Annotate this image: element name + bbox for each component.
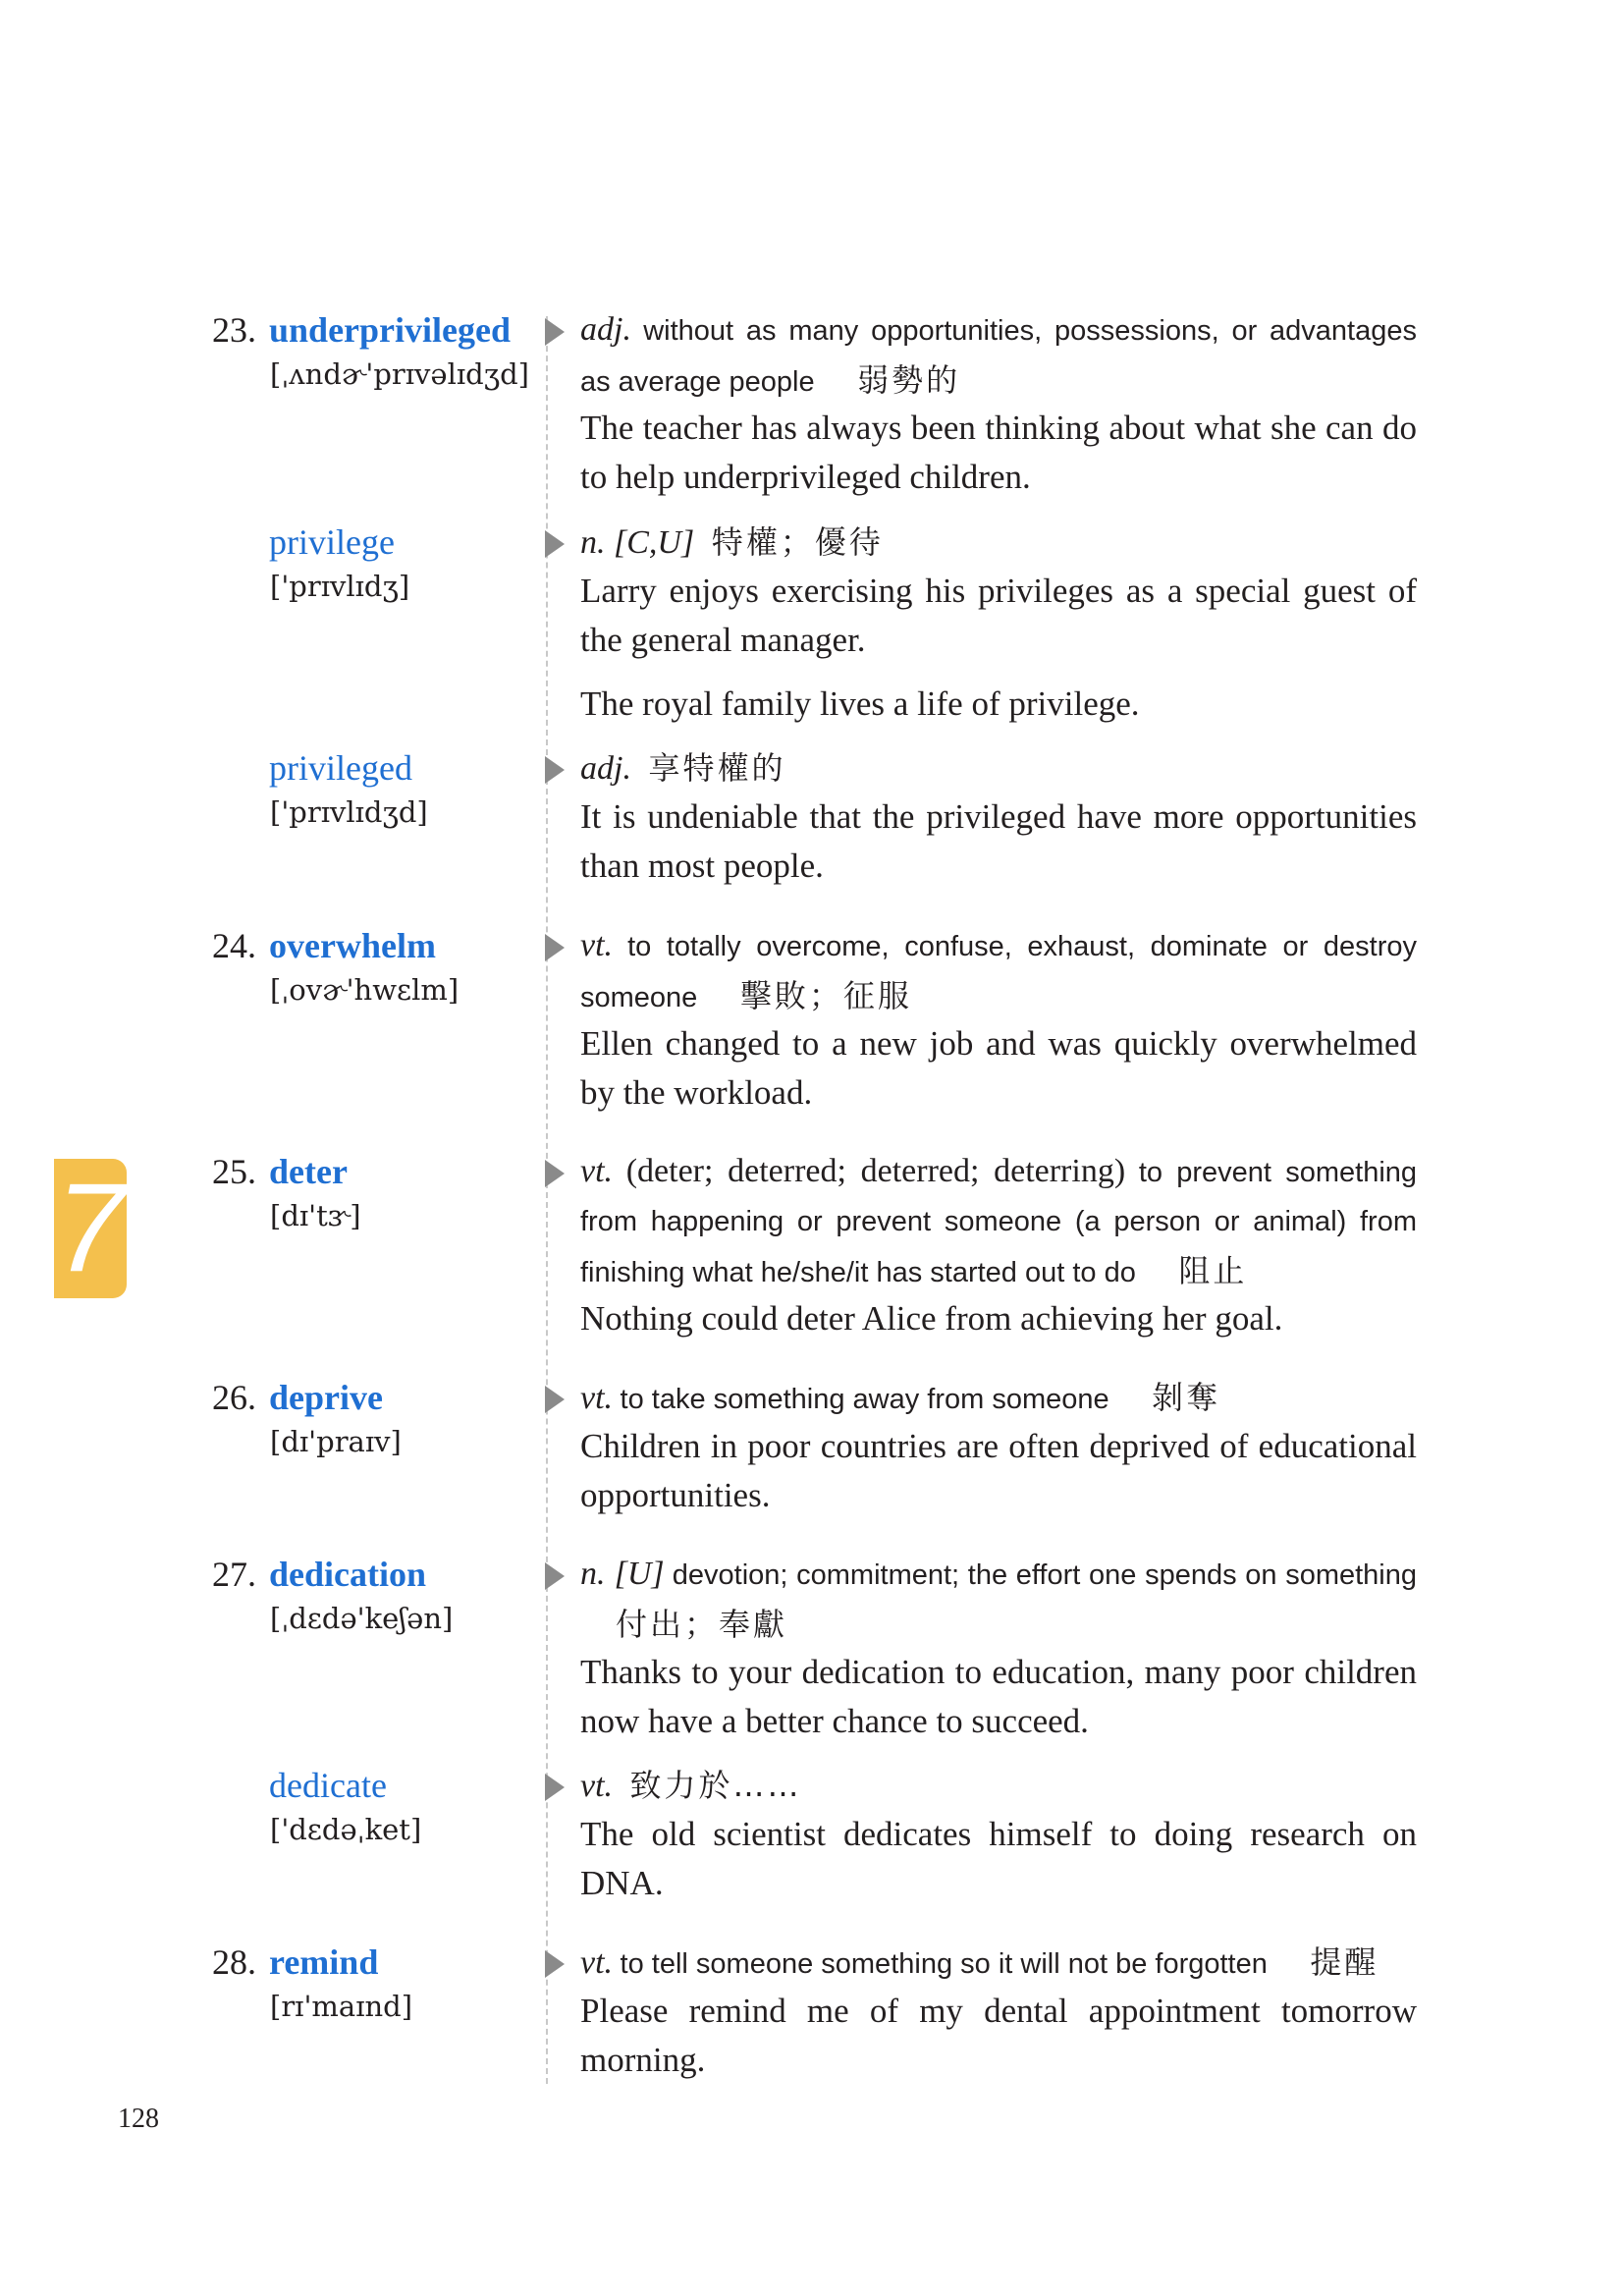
verb-forms: (deter; deterred; deterred; deterring)	[625, 1153, 1126, 1189]
chapter-number: 7	[55, 1158, 126, 1298]
example-sentence: Larry enjoys exercising his privileges as a special guest of the general manager.	[580, 572, 1417, 659]
headword: deprive	[269, 1378, 383, 1417]
page-number: 128	[118, 2104, 159, 2134]
definition-english: to tell someone something so it will not be forgotten	[620, 1948, 1268, 1980]
headword: dedication	[269, 1555, 427, 1594]
definition-chinese: 擊敗；征服	[739, 977, 912, 1014]
triangle-arrow-icon	[545, 756, 565, 784]
chapter-tab	[54, 1159, 127, 1298]
triangle-arrow-icon	[545, 1160, 565, 1187]
definition-english: to take something away from someone	[620, 1384, 1109, 1415]
example-sentence: Please remind me of my dental appointment tomorrow morning.	[580, 1992, 1417, 2079]
part-of-speech: n. [U]	[580, 1556, 665, 1592]
pronunciation: ['prɪvlɪdʒ]	[270, 570, 410, 603]
part-of-speech: vt.	[580, 1944, 614, 1981]
example-sentence: Nothing could deter Alice from achieving her goal.	[580, 1299, 1283, 1338]
pronunciation: [rɪ'maɪnd]	[270, 1990, 413, 2023]
headword: deter	[269, 1152, 348, 1191]
part-of-speech: adj.	[580, 750, 631, 787]
definition	[580, 1147, 1417, 1297]
definition-chinese: 弱勢的	[857, 361, 961, 399]
part-of-speech: vt.	[580, 1768, 614, 1804]
triangle-arrow-icon	[545, 530, 565, 558]
triangle-arrow-icon	[545, 1950, 565, 1978]
part-of-speech: vt.	[580, 1380, 614, 1416]
pronunciation: ['dɛdəˌket]	[270, 1813, 422, 1846]
pronunciation: ['prɪvlɪdʒd]	[270, 795, 428, 829]
definition	[580, 1373, 1417, 1424]
definition	[580, 921, 1417, 1022]
definition-chinese: 特權；優待	[711, 523, 884, 561]
example-sentence: It is undeniable that the privileged have more opportunities than most people.	[580, 797, 1417, 885]
pronunciation: [ˌdɛdə'keʃən]	[270, 1602, 454, 1635]
pronunciation: [dɪ'tɝ]	[270, 1199, 361, 1232]
example-sentence: Ellen changed to a new job and was quickly overwhelmed by the workload.	[580, 1024, 1417, 1112]
definition	[580, 305, 1417, 407]
pronunciation: [dɪ'praɪv]	[270, 1425, 402, 1458]
definition-chinese: 享特權的	[648, 749, 786, 787]
entry-number: 25.	[212, 1152, 256, 1191]
pronunciation: [ˌʌndɚ'prɪvəlɪdʒd]	[270, 357, 529, 391]
headword: underprivileged	[269, 310, 512, 350]
part-of-speech: n. [C,U]	[580, 524, 695, 561]
headword: overwhelm	[269, 926, 436, 965]
example-sentence: Children in poor countries are often deprived of educational opportunities.	[580, 1427, 1417, 1514]
example-sentence: Thanks to your dedication to education, many poor children now have a better chance to succeed.	[580, 1653, 1417, 1740]
column-divider	[546, 316, 548, 2084]
triangle-arrow-icon	[545, 1386, 565, 1413]
entry-number: 23.	[212, 310, 256, 350]
definition-english: to totally overcome, confuse, exhaust, dominate or destroy someone	[580, 931, 1418, 1013]
part-of-speech: adj.	[580, 311, 631, 348]
definition-chinese: 付出；奉獻	[616, 1606, 788, 1643]
triangle-arrow-icon	[545, 1774, 565, 1801]
entry-number: 27.	[212, 1555, 256, 1594]
entry-number: 28.	[212, 1942, 256, 1982]
definition	[580, 1761, 1417, 1812]
headword: privilege	[269, 522, 395, 562]
part-of-speech: vt.	[580, 1153, 614, 1189]
triangle-arrow-icon	[545, 318, 565, 346]
definition-chinese: 提醒	[1310, 1943, 1379, 1981]
definition	[580, 1938, 1417, 1989]
definition-chinese: 阻止	[1178, 1252, 1248, 1289]
definition	[580, 1550, 1417, 1651]
pronunciation: [ˌovɚ'hwɛlm]	[270, 973, 460, 1007]
triangle-arrow-icon	[545, 934, 565, 961]
example-sentence: The teacher has always been thinking about what she can do to help underprivileged children.	[580, 409, 1417, 496]
entry-number: 26.	[212, 1378, 256, 1417]
definition-english: devotion; commitment; the effort one spends on something	[672, 1559, 1417, 1591]
part-of-speech: vt.	[580, 927, 614, 963]
definition-english: without as many opportunities, possessions, or advantages as average people	[580, 315, 1417, 398]
example-sentence: The royal family lives a life of privilege.	[580, 684, 1140, 723]
triangle-arrow-icon	[545, 1562, 565, 1590]
entry-number: 24.	[212, 926, 256, 965]
definition	[580, 743, 1417, 794]
definition-chinese: 致力於……	[629, 1767, 802, 1804]
headword: privileged	[269, 748, 412, 788]
headword: dedicate	[269, 1766, 387, 1805]
headword: remind	[269, 1942, 379, 1982]
definition	[580, 518, 1417, 569]
example-sentence: The old scientist dedicates himself to doing research on DNA.	[580, 1815, 1417, 1902]
definition-english: to prevent something from happening or prevent someone (a person or animal) from finishing what he/she/it has started out to do	[580, 1157, 1418, 1288]
definition-chinese: 剝奪	[1152, 1379, 1221, 1416]
